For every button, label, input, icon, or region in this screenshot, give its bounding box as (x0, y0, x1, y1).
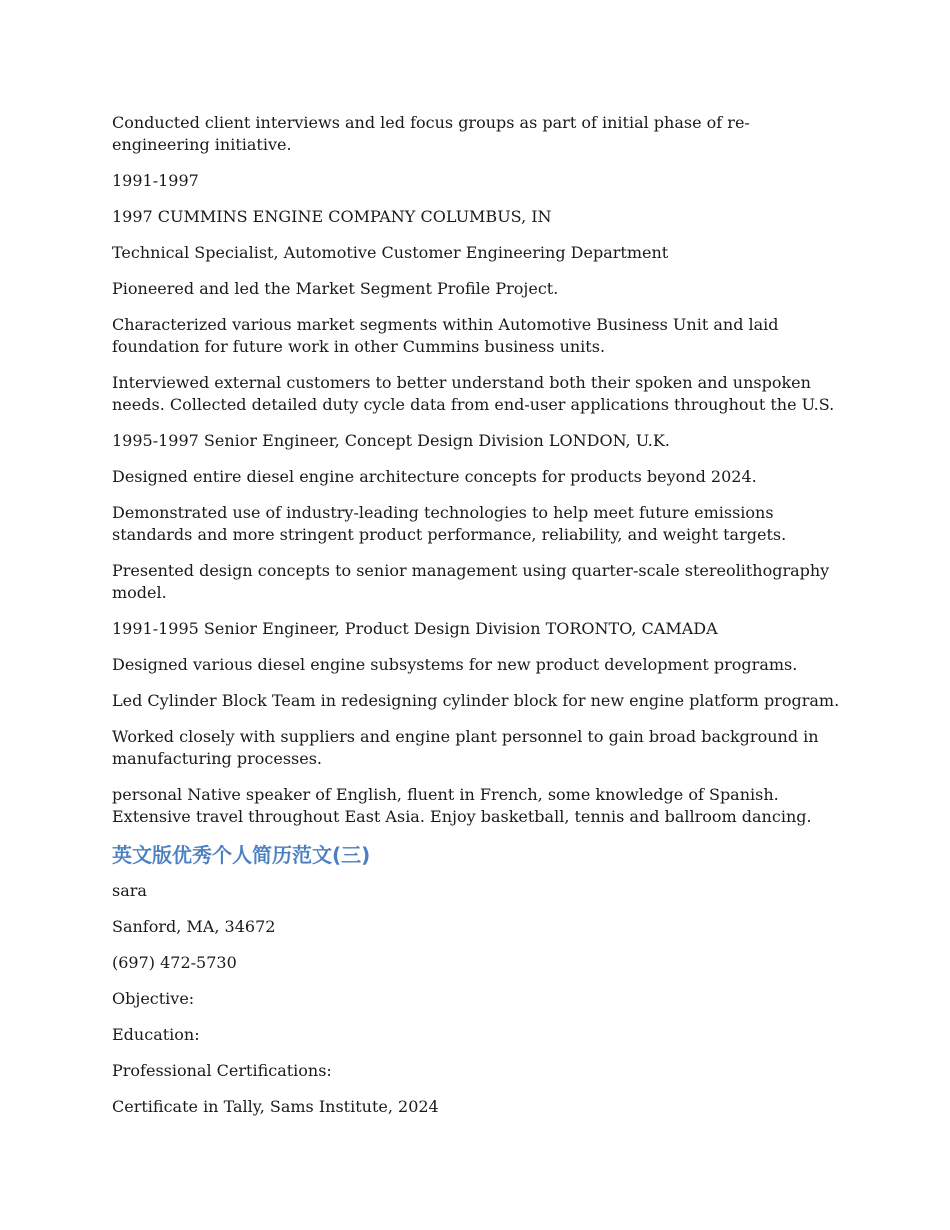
paragraph-date-range: 1991-1997 (112, 171, 199, 190)
paragraph-suppliers: Worked closely with suppliers and engine plant personnel to gain broad background in manufacturing processes. (112, 727, 819, 768)
paragraph-reengineering-interviews: Conducted client interviews and led focus groups as part of initial phase of re-engineering initiative. (112, 113, 750, 154)
paragraph-education-label: Education: (112, 1025, 200, 1044)
document-content (112, 112, 840, 1132)
paragraph-engine-architecture: Designed entire diesel engine architecture concepts for products beyond 2024. (112, 467, 757, 486)
paragraph-technologies: Demonstrated use of industry-leading technologies to help meet future emissions standards and more stringent product performance, reliability, and weight targets. (112, 503, 787, 544)
paragraph-phone: (697) 472-5730 (112, 953, 237, 972)
paragraph-job-toronto: 1991-1995 Senior Engineer, Product Design Division TORONTO, CAMADA (112, 619, 718, 638)
paragraph-objective-label: Objective: (112, 989, 195, 1008)
paragraph-market-segments: Characterized various market segments within Automotive Business Unit and laid foundation for future work in other Cummins business units. (112, 315, 779, 356)
paragraph-address: Sanford, MA, 34672 (112, 917, 276, 936)
paragraph-job-title-technical-specialist: Technical Specialist, Automotive Customer Engineering Department (112, 243, 669, 262)
section-heading: 英文版优秀个人简历范文(三) (112, 843, 371, 867)
paragraph-customer-interviews: Interviewed external customers to better understand both their spoken and unspoken needs. Collected detailed duty cycle data from end-user applications throughout the U.S. (112, 373, 835, 414)
paragraph-design-concepts: Presented design concepts to senior management using quarter-scale stereolithography model. (112, 561, 830, 602)
paragraph-personal: personal Native speaker of English, fluent in French, some knowledge of Spanish. Extensive travel throughout East Asia. Enjoy basketball, tennis and ballroom dancing. (112, 785, 812, 826)
paragraph-job-london: 1995-1997 Senior Engineer, Concept Design Division LONDON, U.K. (112, 431, 670, 450)
paragraph-cylinder-block: Led Cylinder Block Team in redesigning cylinder block for new engine platform program. (112, 691, 840, 710)
paragraph-engine-subsystems: Designed various diesel engine subsystems for new product development programs. (112, 655, 798, 674)
paragraph-name: sara (112, 881, 147, 900)
paragraph-certifications-label: Professional Certifications: (112, 1061, 332, 1080)
paragraph-market-segment-project: Pioneered and led the Market Segment Profile Project. (112, 279, 559, 298)
paragraph-certificate-tally: Certificate in Tally, Sams Institute, 2024 (112, 1097, 439, 1116)
paragraph-employer-cummins: 1997 CUMMINS ENGINE COMPANY COLUMBUS, IN (112, 207, 552, 226)
